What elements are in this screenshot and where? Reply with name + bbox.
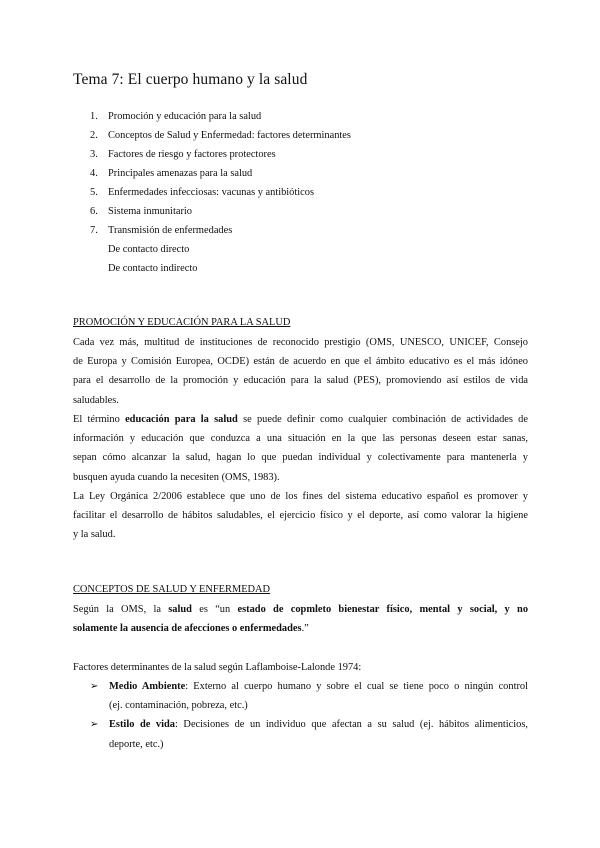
paragraph-line (73, 410, 528, 429)
paragraph-line: (ej. contaminación, pobreza, etc.) (109, 700, 248, 712)
paragraph-line: información y educación que conduzca a una situación en la que las personas deseen estar sanas, (73, 433, 528, 445)
toc-label: Promoción y educación para la salud (108, 111, 262, 122)
section-heading-conceptos: CONCEPTOS DE SALUD Y ENFERMEDAD (73, 584, 271, 595)
list-item (90, 715, 528, 753)
bold-term: educación para la salud (125, 414, 238, 425)
toc-item (90, 221, 351, 240)
toc-number: 6. (90, 206, 98, 217)
paragraph-definition (73, 410, 528, 487)
section-heading-promocion: PROMOCIÓN Y EDUCACIÓN PARA LA SALUD (73, 317, 291, 328)
bold-term: Estilo de vida (109, 719, 175, 731)
bold-term: estado de copmleto bienestar físico, mental y social, y no (237, 604, 529, 615)
bold-term: Medio Ambiente (109, 681, 186, 692)
paragraph-line: saludables. (73, 394, 119, 406)
paragraph-line (73, 619, 528, 638)
paragraph-line: sepan cómo alcanzar la salud, hagan lo que puedan individual y colectivamente para mantenerla y (73, 452, 528, 464)
toc-label: Sistema inmunitario (108, 206, 192, 217)
paragraph-line: busquen ayuda cuando la necesiten (OMS, 1983). (73, 471, 280, 483)
toc-item (90, 164, 351, 183)
paragraph-line: La Ley Orgánica 2/2006 establece que uno de los fines del sistema educativo español es promover y (73, 491, 528, 502)
toc-subitem: De contacto indirecto (108, 263, 198, 274)
paragraph-line: facilitar el desarrollo de hábitos saludables, el ejercicio físico y el deporte, así como valorar la higiene (73, 510, 528, 522)
paragraph-line: y la salud. (73, 529, 116, 541)
paragraph-factors-intro (73, 658, 528, 677)
toc-item (90, 126, 351, 145)
bold-term: salud (168, 604, 192, 615)
toc-label: Transmisión de enfermedades (108, 225, 233, 236)
arrowhead-bullet-icon: ➢ (90, 719, 99, 731)
paragraph-law (73, 487, 528, 545)
paragraph-intro (73, 333, 528, 410)
paragraph-line: deporte, etc.) (109, 738, 164, 750)
page-title: Tema 7: El cuerpo humano y la salud (73, 71, 308, 88)
text-run: se puede definir como cualquier combinación de actividades de (237, 414, 528, 425)
paragraph-line: Factores determinantes de la salud según Laflamboise-Lalonde 1974: (73, 662, 362, 673)
toc-label: Factores de riesgo y factores protectores (108, 149, 276, 160)
paragraph-who-definition (73, 600, 528, 638)
text-run: El término (73, 414, 126, 425)
text-run: : Decisiones de un individuo que afectan a su salud (ej. hábitos alimenticios, (174, 719, 528, 731)
paragraph-line: Cada vez más, multitud de instituciones de reconocido prestigio (OMS, UNESCO, UNICEF, Consejo (73, 337, 528, 348)
toc-subitem: De contacto directo (108, 244, 190, 255)
toc-number: 7. (90, 225, 98, 236)
text-run: .” (301, 623, 309, 635)
toc-number: 4. (90, 168, 98, 179)
text-run: es “un (191, 604, 238, 615)
text-run: Según la OMS, la (73, 604, 169, 615)
paragraph-line: de Europa y Comisión Europea, OCDE) están de acuerdo en que el ámbito educativo es el más idóneo (73, 356, 528, 368)
toc-item (90, 107, 351, 126)
factors-list (90, 677, 528, 754)
toc-item (90, 145, 351, 164)
text-run: : Externo al cuerpo humano y sobre el cual se tiene poco o ningún control (185, 681, 529, 692)
toc-number: 1. (90, 111, 98, 122)
toc-number: 5. (90, 187, 98, 198)
bold-term: solamente la ausencia de afecciones o enfermedades (73, 623, 302, 635)
toc-item (90, 202, 351, 221)
paragraph-line (109, 715, 528, 734)
toc-label: Conceptos de Salud y Enfermedad: factores determinantes (108, 130, 351, 141)
list-item (90, 677, 528, 715)
toc-number: 2. (90, 130, 98, 141)
toc-item (90, 183, 351, 202)
toc-label: Principales amenazas para la salud (108, 168, 253, 179)
paragraph-line: para el desarrollo de la promoción y educación para la salud (PES), promoviendo así estilos de vida (73, 375, 528, 387)
table-of-contents (90, 107, 351, 278)
toc-number: 3. (90, 149, 98, 160)
arrowhead-bullet-icon: ➢ (90, 681, 99, 692)
toc-label: Enfermedades infecciosas: vacunas y antibióticos (108, 187, 315, 198)
paragraph-line (73, 600, 528, 619)
paragraph-line (109, 677, 528, 696)
